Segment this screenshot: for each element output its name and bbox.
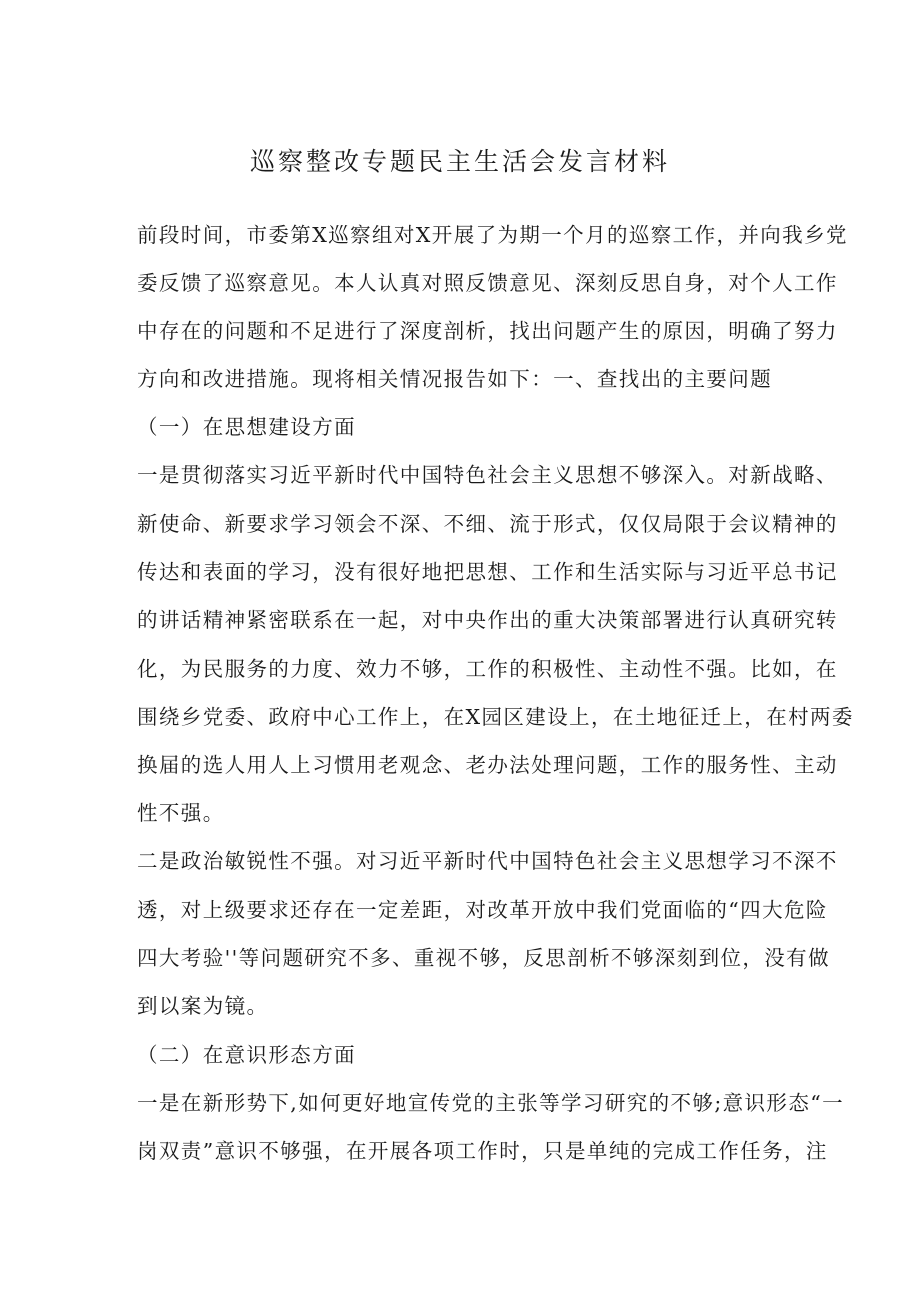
paragraph-line: 委反馈了巡察意见。本人认真对照反馈意见、深刻反思自身，对个人工作 [137,271,838,295]
paragraph-line: 化，为民服务的力度、效力不够，工作的积极性、主动性不强。比如，在 [137,657,838,681]
paragraph-line: 一是贯彻落实习近平新时代中国特色社会主义思想不够深入。对新战略、 [137,463,838,487]
paragraph-line: 中存在的问题和不足进行了深度剖析，找出问题产生的原因，明确了努力 [137,319,838,343]
section-heading: （一）在思想建设方面 [137,415,356,439]
paragraph-line: 一是在新形势下,如何更好地宣传党的主张等学习研究的不够;意识形态“一 [137,1091,845,1115]
section-heading: （二）在意识形态方面 [137,1043,356,1067]
paragraph-line: 围绕乡党委、政府中心工作上，在X园区建设上，在土地征迁上，在村两委 [137,705,854,729]
paragraph-line: 新使命、新要求学习领会不深、不细、流于形式，仅仅局限于会议精神的 [137,512,838,536]
paragraph-line: 的讲话精神紧密联系在一起，对中央作出的重大决策部署进行认真研究转 [137,608,838,632]
paragraph-line: 换届的选人用人上习惯用老观念、老办法处理问题，工作的服务性、主动 [137,753,838,777]
paragraph-line: 性不强。 [137,801,225,825]
paragraph-line: 方向和改进措施。现将相关情况报告如下：一、查找出的主要问题 [137,367,773,391]
paragraph-line: 透，对上级要求还存在一定差距，对改革开放中我们党面临的“四大危险 [137,898,828,922]
document-title: 巡察整改专题民主生活会发言材料 [249,147,670,176]
paragraph-line: 二是政治敏锐性不强。对习近平新时代中国特色社会主义思想学习不深不 [137,849,838,873]
paragraph-line: 四大考验''等问题研究不多、重视不够，反思剖析不够深刻到位，没有做 [137,946,830,970]
paragraph-line: 前段时间，市委第X巡察组对X开展了为期一个月的巡察工作，并向我乡党 [137,223,848,247]
paragraph-line: 传达和表面的学习，没有很好地把思想、工作和生活实际与习近平总书记 [137,560,838,584]
paragraph-line: 到以案为镜。 [137,994,269,1018]
paragraph-line: 岗双责”意识不够强，在开展各项工作时，只是单纯的完成工作任务，注 [137,1139,828,1163]
